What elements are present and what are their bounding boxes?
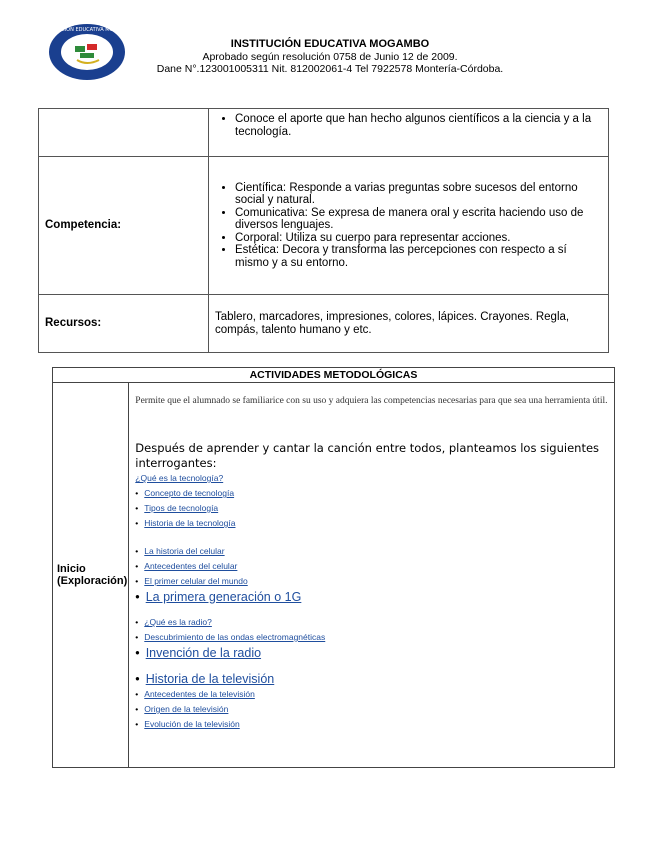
- empty-label-cell: [39, 109, 209, 157]
- link-historia-celular[interactable]: La historia del celular: [144, 546, 225, 556]
- link-historia-tecnologia[interactable]: Historia de la tecnología: [144, 518, 236, 528]
- competencia-label: Competencia:: [39, 157, 209, 295]
- competencia-bullet: • Estética: Decora y transforma las percepciones con respecto a sí mismo y a su entorno.: [235, 244, 602, 269]
- stage-label: Inicio (Exploración): [53, 383, 129, 768]
- link-antecedentes-television[interactable]: Antecedentes de la televisión: [144, 689, 255, 699]
- intro-text: Permite que el alumnado se familiarice con su uso y adquiera las competencias necesarias para que sea una herramienta útil.: [135, 396, 608, 406]
- link-concepto-tecnologia[interactable]: Concepto de tecnología: [144, 488, 235, 498]
- activities-content: Permite que el alumnado se familiarice con su uso y adquiera las competencias necesarias para que sea una herramienta útil. Después de aprender y cantar la canción entre todos, planteamos los siguientes interrogantes: ¿Qué es la tecnología? • Concepto de tecnología • Tipos de tecnología • Historia de la tecnología • La historia del celular • Antecedentes del celular • El primer celular del mundo • La primera generación o 1G • ¿Qué es la radio? • Descubrimiento de las ondas electromagnéticas • Invención de la radio • Historia de la televisión • Antecedentes de la televisión • Origen de la televisión • Evolución de la televisión: [129, 383, 615, 768]
- link-evolucion-television[interactable]: Evolución de la televisión: [144, 719, 240, 729]
- resolution-line: Aprobado según resolución 0758 de Junio 12 de 2009.: [202, 50, 458, 63]
- link-ondas-electromagneticas[interactable]: Descubrimiento de las ondas electromagnéticas: [144, 632, 326, 642]
- link-primera-generacion[interactable]: La primera generación o 1G: [145, 590, 302, 604]
- link-tipos-tecnologia[interactable]: Tipos de tecnología: [144, 503, 219, 513]
- competencia-bullet: • Comunicativa: Se expresa de manera oral y escrita haciendo uso de diversos lenguajes.: [235, 207, 602, 232]
- link-primer-celular[interactable]: El primer celular del mundo: [144, 576, 248, 586]
- recursos-text: Tablero, marcadores, impresiones, colores, lápices. Crayones. Regla, compás, talento humano y etc.: [209, 295, 609, 353]
- link-historia-television[interactable]: Historia de la televisión: [145, 672, 275, 686]
- competencia-cell: [209, 157, 609, 295]
- handwritten-prompt: Después de aprender y cantar la canción entre todos, planteamos los siguientes interrogantes:: [135, 441, 600, 470]
- institution-name: INSTITUCIÓN EDUCATIVA MOGAMBO: [230, 38, 430, 50]
- link-invencion-radio[interactable]: Invención de la radio: [145, 646, 262, 660]
- recursos-label: Recursos:: [39, 295, 209, 353]
- link-origen-television[interactable]: Origen de la televisión: [144, 704, 229, 714]
- link-antecedentes-celular[interactable]: Antecedentes del celular: [144, 561, 238, 571]
- competencia-bullet: • Científica: Responde a varias preguntas sobre sucesos del entorno social y natural.: [235, 182, 602, 207]
- link-que-es-tecnologia[interactable]: ¿Qué es la tecnología?: [135, 473, 224, 483]
- competencia-bullet: • Corporal: Utiliza su cuerpo para representar acciones.: [235, 232, 602, 245]
- objective-bullet: • Conoce el aporte que han hecho algunos científicos a la ciencia y a la tecnología.: [235, 113, 602, 138]
- activities-title: ACTIVIDADES METODOLÓGICAS: [53, 368, 615, 383]
- link-que-es-radio[interactable]: ¿Qué es la radio?: [144, 617, 212, 627]
- svg-text:INSTITUCIÓN EDUCATIVA MOGAMBO: INSTITUCIÓN EDUCATIVA MOGAMBO: [41, 27, 133, 33]
- objective-cell: [209, 109, 609, 157]
- school-logo: [41, 22, 133, 82]
- dane-line: Dane N°.123001005311 Nit. 812002061-4 Tel 7922578 Montería-Córdoba.: [156, 63, 504, 75]
- planning-table: [38, 108, 609, 353]
- document-header: [120, 38, 540, 76]
- activities-table: [52, 367, 615, 768]
